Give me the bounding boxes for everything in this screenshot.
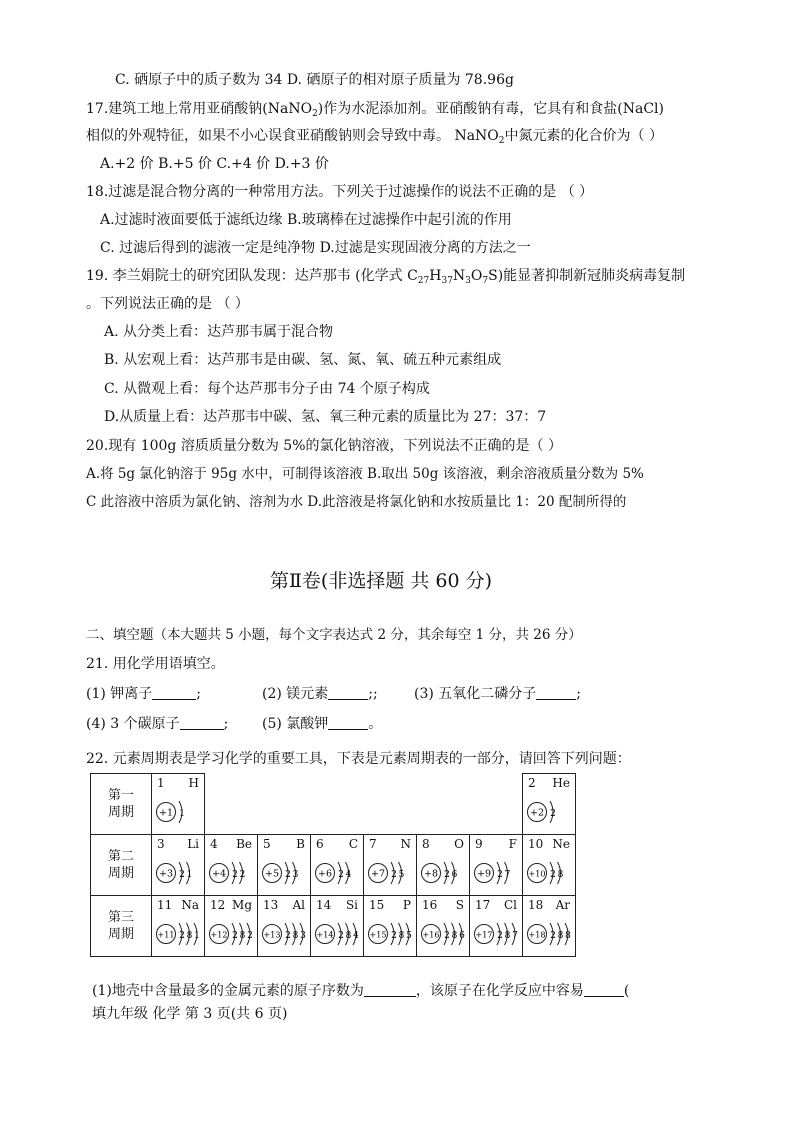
element-symbol: Li: [187, 837, 199, 851]
q21-item3: (3) 五氧化二磷分子: [414, 686, 537, 702]
element-symbol: H: [188, 776, 199, 790]
element-symbol: N: [400, 837, 411, 851]
q17-text-c: 相似的外观特征，如果不小心误食亚硝酸钠则会导致中毒。 NaNO: [86, 128, 499, 144]
section-title: 第Ⅱ卷(非选择题 共 60 分): [270, 570, 493, 592]
electron-count: 2: [239, 870, 246, 880]
atomic-number: 18: [528, 898, 544, 912]
period-label-3: 第三 周期: [91, 896, 152, 957]
electron-count: 2: [285, 870, 291, 880]
nucleus-charge: +16: [422, 930, 440, 940]
answer-blank[interactable]: [180, 715, 224, 730]
q19-text-a: 19. 李兰娟院士的研究团队发现：达芦那韦 (化学式 C: [86, 268, 418, 284]
atom-structure-diagram: [524, 853, 574, 893]
q17-text-a: 17.建筑工地上常用亚硝酸钠(NaNO: [86, 101, 313, 117]
electron-count: 3: [300, 931, 306, 941]
element-cell: [205, 835, 258, 896]
element-symbol: Ne: [552, 837, 570, 851]
atom-structure-diagram: [206, 853, 256, 893]
element-cell: [311, 896, 364, 957]
atom-structure-diagram: [259, 914, 309, 954]
atomic-number: 17: [475, 898, 491, 912]
electron-count: 2: [285, 931, 291, 941]
q19-option-c: C. 从微观上看：每个达芦那韦分子由 74 个原子构成: [104, 381, 430, 397]
atom-structure-diagram: [153, 914, 203, 954]
atomic-number: 7: [369, 837, 377, 851]
page-footer: 填九年级 化学 第 3 页(共 6 页): [92, 1006, 288, 1022]
periodic-table: [90, 773, 576, 957]
q21-row1-c: (3) 五氧化二磷分子 ;: [414, 686, 581, 702]
q20-options-cd: C 此溶液中溶质为氯化钠、溶剂为水 D.此溶液是将氯化钠和水按质量比 1：20 配制所得的: [86, 494, 627, 510]
atomic-number: 11: [157, 898, 173, 912]
answer-blank[interactable]: [328, 685, 368, 700]
q21-row2-b: (5) 氯酸钾 。: [262, 716, 383, 732]
electron-count: 2: [391, 870, 397, 880]
electron-count: 8: [239, 931, 246, 941]
electron-count: 8: [292, 931, 299, 941]
electron-count: 1: [179, 809, 185, 819]
element-cell: [523, 835, 576, 896]
q19-option-b: B. 从宏观上看：达芦那韦是由碳、氢、氮、氧、硫五种元素组成: [104, 352, 502, 368]
atom-structure-diagram: [206, 914, 256, 954]
answer-blank[interactable]: [364, 982, 416, 997]
nucleus-charge: +9: [476, 868, 492, 880]
electron-count: 2: [179, 870, 185, 880]
electron-count: 8: [451, 931, 458, 941]
q22-part1-text-c: (: [623, 983, 630, 999]
answer-blank[interactable]: [584, 982, 624, 997]
q22-part1-text-a: (1)地壳中含量最多的金属元素的原子序数为: [92, 983, 364, 999]
answer-blank[interactable]: [152, 685, 196, 700]
atomic-number: 13: [263, 898, 279, 912]
period-label-1: 第一 周期: [91, 774, 152, 835]
element-symbol: Si: [345, 898, 358, 912]
electron-count: 1: [194, 931, 200, 941]
period-label-2: 第二 周期: [91, 835, 152, 896]
element-cell: [205, 896, 258, 957]
period-row-2: [91, 835, 576, 896]
electron-count: 2: [550, 870, 556, 880]
atomic-number: 2: [528, 776, 536, 790]
q17-text-d: 中氮元素的化合价为（ ）: [504, 128, 663, 144]
element-symbol: F: [508, 837, 517, 851]
atom-structure-diagram: [471, 853, 521, 893]
element-cell: [417, 835, 470, 896]
element-cell: [364, 835, 417, 896]
element-symbol: C: [348, 837, 358, 851]
q19-option-a: A. 从分类上看：达芦那韦属于混合物: [104, 324, 334, 340]
nucleus-charge: +3: [158, 868, 174, 880]
electron-count: 2: [391, 931, 397, 941]
element-cell: [523, 896, 576, 957]
electron-count: 8: [345, 931, 352, 941]
element-cell: [311, 835, 364, 896]
q22-stem: 22. 元素周期表是学习化学的重要工具，下表是元素周期表的一部分，请回答下列问题：: [86, 751, 631, 767]
element-symbol: Cl: [503, 898, 517, 912]
atom-structure-diagram: [365, 853, 415, 893]
q21-stem: 21. 用化学用语填空。: [86, 656, 225, 672]
electron-count: 6: [459, 931, 465, 941]
q20-options-ab: A.将 5g 氯化钠溶于 95g 水中，可制得该溶液 B.取出 50g 该溶液，剩余溶液质量分数为 5%: [86, 466, 644, 482]
electron-count: 1: [186, 870, 193, 880]
q21-row1: (1) 钾离子 ;: [86, 686, 201, 702]
atomic-number: 10: [528, 837, 544, 851]
atomic-number: 1: [157, 776, 165, 790]
element-cell: [258, 835, 311, 896]
q18-stem: 18.过滤是混合物分离的一种常用方法。下列关于过滤操作的说法不正确的是 （ ）: [86, 184, 594, 200]
q19-n: N: [452, 268, 466, 284]
electron-count: 7: [512, 931, 518, 941]
electron-count: 6: [451, 870, 458, 880]
atom-structure-diagram: [418, 853, 468, 893]
answer-blank[interactable]: [536, 685, 576, 700]
electron-count: 8: [565, 931, 571, 941]
electron-count: 2: [179, 931, 185, 941]
q17-subscript: 2: [312, 109, 318, 119]
electron-count: 2: [338, 870, 344, 880]
q18-options-ab: A.过滤时液面要低于滤纸边缘 B.玻璃棒在过滤操作中起引流的作用: [100, 212, 512, 228]
q20-stem: 20.现有 100g 溶质质量分数为 5%的氯化钠溶液，下列说法不正确的是（ ）: [86, 438, 562, 454]
electron-count: 4: [353, 931, 359, 941]
atomic-number: 6: [316, 837, 324, 851]
q22-part1-text-b: ，该原子在化学反应中容易: [415, 983, 584, 999]
atomic-number: 9: [475, 837, 483, 851]
nucleus-charge: +6: [317, 868, 333, 880]
nucleus-charge: +7: [370, 868, 386, 880]
atomic-number: 8: [422, 837, 430, 851]
q17-text-b: )作为水泥添加剂。亚硝酸钠有毒，它具有和食盐(NaCl): [317, 101, 664, 117]
electron-count: 5: [398, 870, 405, 880]
electron-count: 2: [338, 931, 344, 941]
element-symbol: S: [455, 898, 464, 912]
electron-count: 8: [398, 931, 405, 941]
electron-count: 2: [497, 870, 503, 880]
element-symbol: Ar: [555, 898, 570, 912]
electron-count: 8: [557, 870, 564, 880]
q19-sub-h: 37: [441, 276, 453, 286]
q19-sub-o: 7: [482, 276, 489, 286]
element-cell: [364, 896, 417, 957]
atomic-number: 3: [157, 837, 165, 851]
atomic-number: 14: [316, 898, 332, 912]
nucleus-charge: +8: [423, 868, 439, 880]
q21-item4: (4) 3 个碳原子: [86, 716, 180, 732]
atom-structure-diagram: [153, 792, 203, 832]
q17-options: A.+2 价 B.+5 价 C.+4 价 D.+3 价: [100, 156, 329, 172]
element-cell: [417, 896, 470, 957]
electron-count: 8: [186, 931, 193, 941]
q19-o: O: [470, 268, 483, 284]
atom-structure-diagram: [259, 853, 309, 893]
q16-options-cd: C. 硒原子中的质子数为 34 D. 硒原子的相对原子质量为 78.96g: [115, 72, 514, 88]
atomic-number: 16: [422, 898, 438, 912]
element-cell: [470, 896, 523, 957]
electron-count: 2: [232, 870, 238, 880]
element-cell: [470, 835, 523, 896]
electron-count: 5: [406, 931, 412, 941]
element-symbol: O: [454, 837, 464, 851]
atom-structure-diagram: [524, 914, 574, 954]
element-symbol: Al: [292, 898, 305, 912]
element-cell: [152, 774, 205, 835]
electron-count: 8: [504, 931, 511, 941]
q17-stem-line2: [86, 126, 663, 151]
q22-part1: [92, 981, 629, 1001]
nucleus-charge: +2: [529, 807, 545, 819]
nucleus-charge: +15: [369, 930, 387, 940]
atom-structure-diagram: [365, 914, 415, 954]
atom-structure-diagram: [153, 853, 203, 893]
q19-stem-line2: 。下列说法正确的是 （ ）: [86, 296, 249, 312]
nucleus-charge: +1: [158, 807, 174, 819]
q19-option-d: D.从质量上看：达芦那韦中碳、氢、氧三种元素的质量比为 27：37：7: [104, 409, 547, 425]
element-cell: [258, 896, 311, 957]
q21-item1: (1) 钾离子: [86, 686, 153, 702]
atom-structure-diagram: [418, 914, 468, 954]
nucleus-charge: +14: [316, 930, 334, 940]
nucleus-charge: +10: [528, 869, 546, 879]
element-cell: [152, 835, 205, 896]
electron-count: 2: [497, 931, 503, 941]
q19-sub-c: 27: [417, 276, 430, 286]
q17-subscript-2: 2: [498, 136, 505, 146]
element-cell: [152, 896, 205, 957]
nucleus-charge: +4: [211, 868, 227, 880]
electron-count: 2: [444, 870, 450, 880]
atomic-number: 15: [369, 898, 385, 912]
electron-count: 2: [444, 931, 450, 941]
period-row-3: [91, 896, 576, 957]
nucleus-charge: +17: [475, 930, 493, 940]
electron-count: 2: [232, 931, 238, 941]
element-symbol: Be: [236, 837, 252, 851]
q19-sub-n: 3: [465, 276, 471, 286]
electron-count: 4: [345, 870, 352, 880]
nucleus-charge: +13: [263, 930, 281, 940]
electron-count: 2: [550, 931, 556, 941]
q17-stem-line1: [86, 99, 664, 124]
q19-stem-line1: [86, 266, 685, 291]
nucleus-charge: +5: [264, 868, 280, 880]
part-two-heading: 二、填空题（本大题共 5 小题，每个文字表达式 2 分，其余每空 1 分，共 26 分）: [86, 627, 582, 643]
answer-blank[interactable]: [328, 715, 368, 730]
atom-structure-diagram: [312, 853, 362, 893]
atomic-number: 4: [210, 837, 218, 851]
atom-structure-diagram: [312, 914, 362, 954]
q21-row2: (4) 3 个碳原子 ;: [86, 716, 229, 732]
nucleus-charge: +11: [157, 930, 175, 940]
element-cell: [523, 774, 576, 835]
q19-text-b: S)能显著抑制新冠肺炎病毒复制: [488, 268, 686, 284]
q18-options-cd: C. 过滤后得到的滤液一定是纯净物 D.过滤是实现固液分离的方法之一: [100, 240, 531, 256]
electron-count: 3: [292, 870, 299, 880]
q21-item2: (2) 镁元素: [262, 686, 329, 702]
nucleus-charge: +12: [210, 930, 228, 940]
atomic-number: 12: [210, 898, 226, 912]
period-row-1: [91, 774, 576, 835]
atomic-number: 5: [263, 837, 271, 851]
electron-count: 2: [550, 809, 556, 819]
atom-structure-diagram: [471, 914, 521, 954]
atom-structure-diagram: [524, 792, 574, 832]
q21-item5: (5) 氯酸钾: [262, 716, 329, 732]
electron-count: 7: [504, 870, 511, 880]
electron-count: 2: [247, 931, 253, 941]
element-symbol: He: [552, 776, 570, 790]
element-symbol: Na: [181, 898, 199, 912]
element-symbol: Mg: [232, 898, 252, 912]
electron-count: 8: [557, 931, 564, 941]
element-symbol: B: [296, 837, 305, 851]
nucleus-charge: +18: [528, 930, 546, 940]
element-symbol: P: [402, 898, 411, 912]
q21-row1-b: (2) 镁元素 ;;: [262, 686, 378, 702]
q19-h: H: [429, 268, 442, 284]
